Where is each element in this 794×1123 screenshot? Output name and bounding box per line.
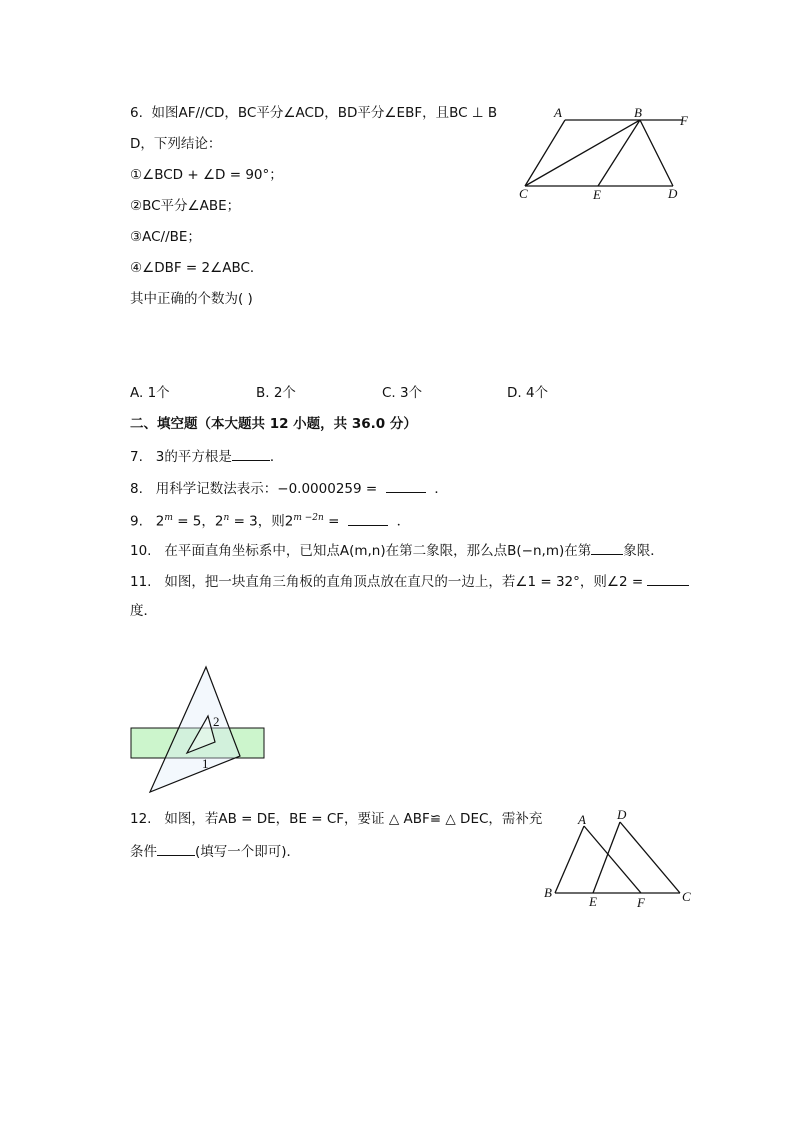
- segment-DE: [593, 822, 620, 893]
- label-C: C: [682, 889, 691, 904]
- segment-DC: [620, 822, 680, 893]
- segment-AC: [525, 120, 565, 186]
- q11-answer-blank[interactable]: [647, 571, 689, 586]
- label-angle-2: 2: [213, 714, 220, 729]
- q6-conclusion-4: ④∠DBF = 2∠ABC．: [130, 260, 264, 276]
- q10-end: 象限．: [623, 543, 664, 559]
- q9-end: ．: [396, 513, 411, 530]
- q9-part-b: = 5，2: [172, 513, 224, 530]
- label-B: B: [544, 885, 552, 900]
- label-A: A: [554, 105, 562, 120]
- q12-line1: [130, 810, 542, 828]
- q8: [130, 478, 448, 498]
- q6-line1: [130, 104, 497, 122]
- q6-option-b[interactable]: B. 2个: [256, 385, 296, 401]
- q10-number: 10.: [130, 543, 152, 559]
- q6-conclusion-1: ①∠BCD + ∠D = 90°；: [130, 167, 283, 183]
- q7-number: 7.: [130, 449, 143, 465]
- q6-stem: 如图AF//CD，BC平分∠ACD，BD平分∠EBF，且BC ⊥ B: [151, 105, 498, 121]
- q9-exp-c: m −2n: [293, 513, 324, 523]
- q9-part-c: = 3，则2: [229, 513, 294, 530]
- q9: [130, 509, 410, 531]
- q9-number: 9.: [130, 513, 143, 530]
- q6-option-d[interactable]: D. 4个: [507, 385, 549, 401]
- label-E: E: [593, 187, 601, 202]
- q12-figure: [540, 805, 700, 915]
- segment-BD: [640, 120, 673, 186]
- q9-answer-blank[interactable]: [348, 511, 388, 526]
- label-F: F: [637, 895, 645, 910]
- q6-option-c[interactable]: C. 3个: [382, 385, 423, 401]
- q9-exp-b: n: [223, 513, 230, 523]
- q8-answer-blank[interactable]: [386, 478, 426, 493]
- section-heading: 二、填空题（本大题共 12 小题，共 36.0 分）: [130, 416, 417, 432]
- segment-BE: [598, 120, 640, 186]
- q12-answer-blank[interactable]: [157, 841, 195, 856]
- label-C: C: [519, 186, 528, 201]
- segment-AB: [555, 826, 584, 893]
- q10-text: 在平面直角坐标系中，已知点A(m,n)在第二象限，那么点B(−n,m)在第: [164, 543, 592, 559]
- q7-text: 3的平方根是: [155, 449, 232, 465]
- q11-text: 如图，把一块直角三角板的直角顶点放在直尺的一边上，若∠1 = 32°，则∠2 =: [164, 574, 648, 590]
- q6-question: 其中正确的个数为( ): [130, 291, 253, 307]
- q6-conclusion-2: ②BC平分∠ABE；: [130, 198, 241, 214]
- label-angle-1: 1: [202, 756, 209, 771]
- q9-exp-a: m: [164, 513, 173, 523]
- q8-end: ．: [434, 481, 448, 497]
- q6-option-a[interactable]: A. 1个: [130, 385, 170, 401]
- q11-number: 11.: [130, 574, 152, 590]
- q7: [130, 446, 283, 466]
- label-F: F: [680, 113, 688, 128]
- q9-part-d: =: [323, 513, 344, 530]
- q8-text: 用科学记数法表示：−0.0000259 =: [155, 481, 382, 497]
- q9-base-a: 2: [155, 513, 165, 530]
- q6-number: 6.: [130, 105, 143, 121]
- q11-line2: 度．: [130, 603, 157, 619]
- label-A: A: [578, 812, 586, 827]
- q11: [130, 571, 689, 591]
- q12-text-a: 条件: [130, 844, 157, 860]
- label-E: E: [589, 894, 597, 909]
- segment-BC: [525, 120, 640, 186]
- q6-figure: [510, 100, 700, 210]
- q12-line2: [130, 841, 300, 861]
- q11-figure: [125, 660, 275, 800]
- q10: [130, 540, 664, 560]
- q12-number: 12.: [130, 811, 152, 827]
- label-D: D: [668, 186, 678, 201]
- q12-text: 如图，若AB = DE，BE = CF，要证 △ ABF≌ △ DEC，需补充: [164, 811, 543, 827]
- q10-answer-blank[interactable]: [591, 540, 623, 555]
- q6-conclusion-3: ③AC//BE；: [130, 229, 201, 245]
- label-D: D: [617, 807, 627, 822]
- q12-text-b: (填写一个即可)．: [195, 844, 301, 860]
- q7-answer-blank[interactable]: [232, 446, 270, 461]
- q6-line2: D，下列结论：: [130, 136, 222, 152]
- q7-end: ．: [269, 449, 284, 465]
- q8-number: 8.: [130, 481, 143, 497]
- label-B: B: [634, 105, 642, 120]
